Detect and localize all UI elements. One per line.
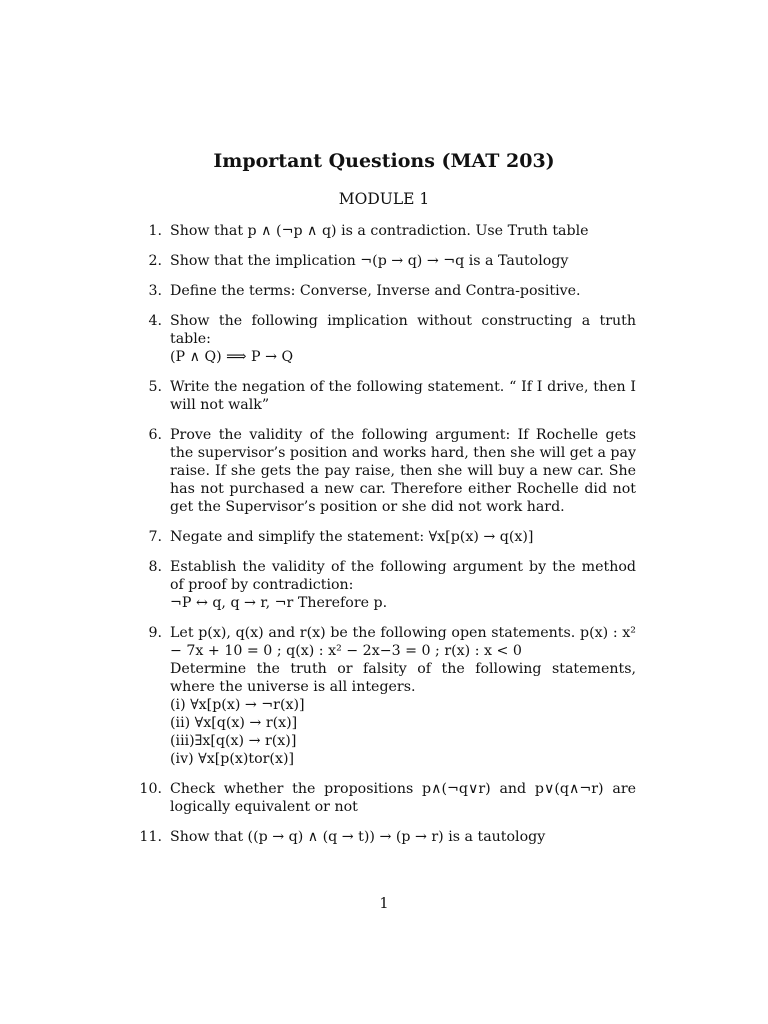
question-item (0, 222, 768, 240)
question-number: 10. (139, 781, 162, 797)
question-item (0, 252, 768, 270)
question-list (0, 222, 768, 858)
question-item (0, 378, 768, 414)
question-item (0, 282, 768, 300)
question-item (0, 426, 768, 516)
question-text: Prove the validity of the following argument: If Rochelle gets the supervisor’s position and works hard, then she will get a pay raise. If she gets the pay raise, then she will buy a new car. She has not purchased a new car. Therefore either Rochelle did not get the Supervisor’s position or she did not work hard. (170, 427, 636, 515)
question-number: 6. (148, 427, 162, 443)
question-text: Write the negation of the following statement. “ If I drive, then I will not walk” (170, 379, 636, 413)
question-number: 4. (148, 313, 162, 329)
module-heading: MODULE 1 (338, 190, 430, 208)
question-text: Show that ((p → q) ∧ (q → t)) → (p → r) is a tautology (170, 829, 546, 845)
question-number: 9. (148, 625, 162, 641)
question-text: Negate and simplify the statement: ∀x[p(x) → q(x)] (170, 529, 534, 545)
question-number: 5. (148, 379, 162, 395)
question-item (0, 828, 768, 846)
question-text: Establish the validity of the following argument by the method of proof by contradiction: ¬P ↔ q, q → r, ¬r Therefore p. (170, 559, 636, 611)
question-number: 2. (148, 253, 162, 269)
question-item (0, 528, 768, 546)
question-number: 11. (139, 829, 162, 845)
question-text: Show that p ∧ (¬p ∧ q) is a contradiction. Use Truth table (170, 223, 589, 239)
question-item (0, 780, 768, 816)
question-text: Check whether the propositions p∧(¬q∨r) and p∨(q∧¬r) are logically equivalent or not (170, 781, 636, 815)
question-text: Show that the implication ¬(p → q) → ¬q is a Tautology (170, 253, 569, 269)
question-number: 7. (148, 529, 162, 545)
question-item (0, 312, 768, 366)
page-number: 1 (379, 896, 389, 912)
document-title: Important Questions (MAT 203) (213, 150, 555, 172)
question-text: Define the terms: Converse, Inverse and Contra-positive. (170, 283, 581, 299)
question-number: 1. (148, 223, 162, 239)
question-number: 8. (148, 559, 162, 575)
question-text: Show the following implication without constructing a truth table: (P ∧ Q) ⟹ P → Q (170, 313, 636, 365)
question-item (0, 624, 768, 768)
question-item (0, 558, 768, 612)
question-number: 3. (148, 283, 162, 299)
question-text: Let p(x), q(x) and r(x) be the following open statements. p(x) : x² − 7x + 10 = 0 ; q(x) : x² − 2x−3 = 0 ; r(x) : x < 0 Determine the truth or falsity of the following statements, where the universe is all integers. (i) ∀x[p(x) → ¬r(x)] (ii) ∀x[q(x) → r(x)] (iii)∃x[q(x) → r(x)] (iv) ∀x[p(x)tor(x)] (170, 625, 636, 767)
